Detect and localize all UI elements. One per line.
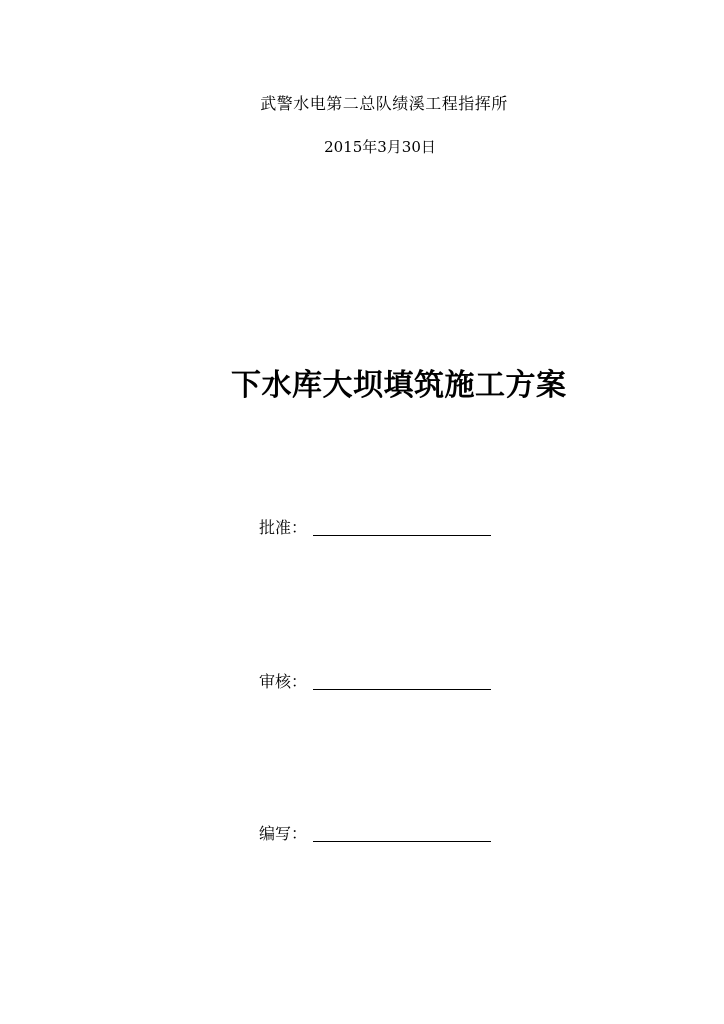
document-date: 2015年3月30日 <box>324 138 436 156</box>
approval-label: 批准： <box>259 518 308 537</box>
review-signature-row <box>259 670 491 692</box>
approval-signature-row <box>259 516 491 538</box>
author-signature-line <box>313 827 491 842</box>
author-signature-row <box>259 822 491 844</box>
review-label: 审核： <box>259 672 308 691</box>
approval-signature-line <box>313 521 491 536</box>
organization-name: 武警水电第二总队绩溪工程指挥所 <box>260 94 508 113</box>
review-signature-line <box>313 675 491 690</box>
document-title: 下水库大坝填筑施工方案 <box>231 368 567 403</box>
author-label: 编写： <box>259 824 308 843</box>
